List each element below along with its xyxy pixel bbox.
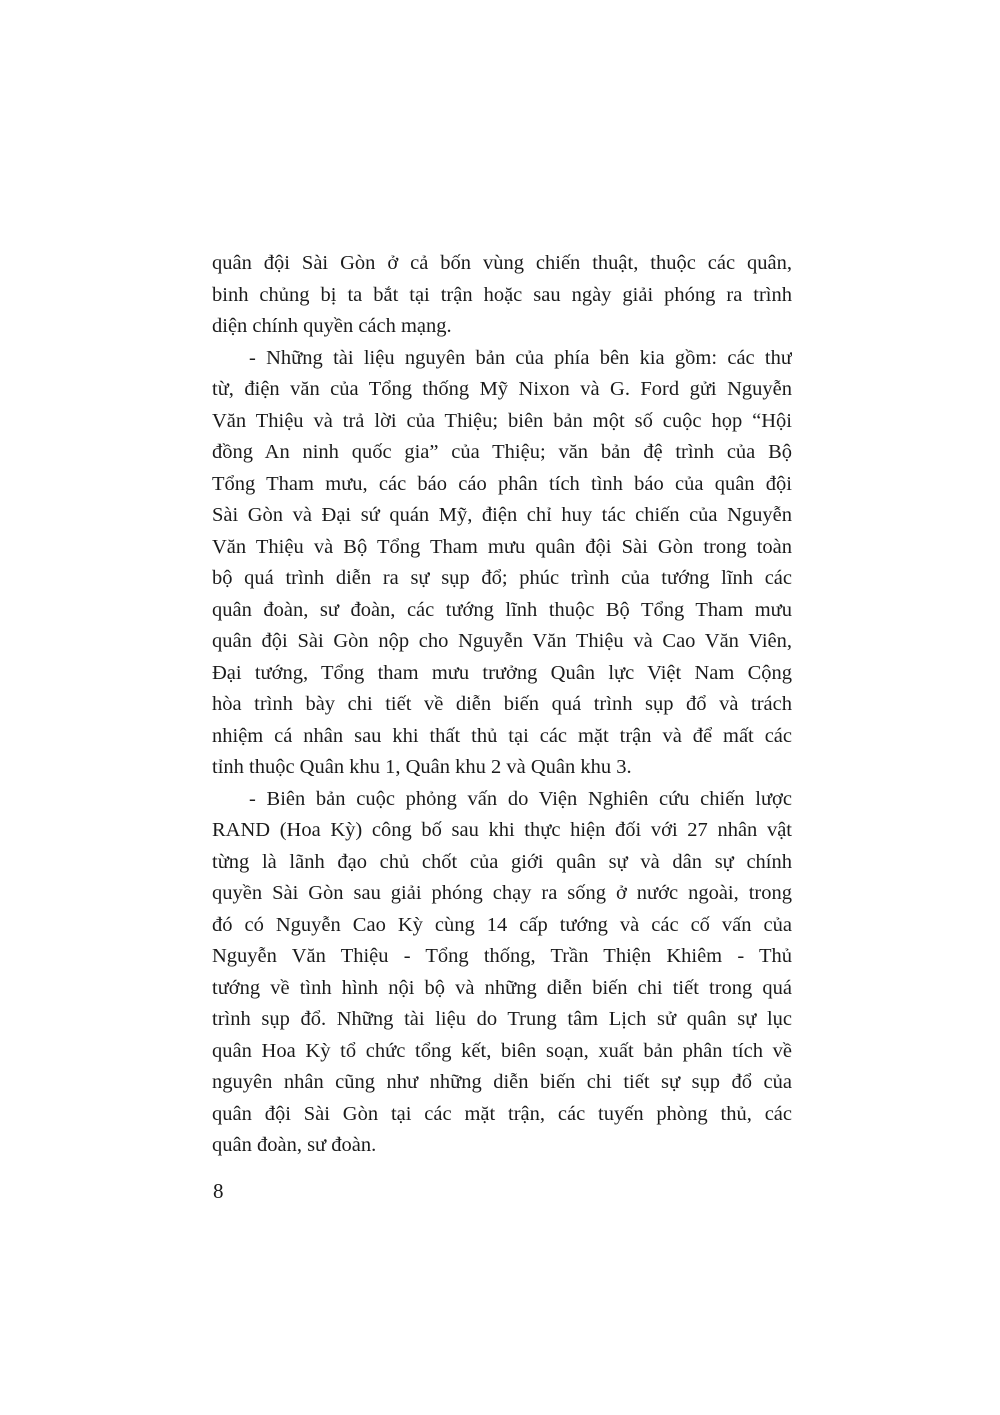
text-line: Tổng Tham mưu, các báo cáo phân tích tình báo của quân đội	[212, 472, 792, 495]
text-line: nguyên nhân cũng như những diễn biến chi tiết sự sụp đổ của	[212, 1071, 792, 1093]
paragraph	[212, 248, 792, 343]
text-line: hòa trình bày chi tiết về diễn biến quá trình sụp đổ và trách	[212, 693, 792, 715]
text-line: - Biên bản cuộc phỏng vấn do Viện Nghiên cứu chiến lược	[249, 787, 792, 810]
text-line: trình sụp đổ. Những tài liệu do Trung tâm Lịch sử quân sự lục	[212, 1008, 792, 1030]
text-line: Văn Thiệu và Bộ Tổng Tham mưu quân đội Sài Gòn trong toàn	[212, 535, 792, 558]
text-line: Đại tướng, Tổng tham mưu trưởng Quân lực Việt Nam Cộng	[212, 661, 792, 684]
text-line: quyền Sài Gòn sau giải phóng chạy ra sống ở nước ngoài, trong	[212, 882, 792, 904]
text-line: quân đoàn, sư đoàn, các tướng lĩnh thuộc Bộ Tổng Tham mưu	[212, 598, 792, 621]
text-line: quân đoàn, sư đoàn.	[212, 1134, 377, 1156]
text-line: nhiệm cá nhân sau khi thất thủ tại các mặt trận và để mất các	[212, 724, 792, 747]
text-line: Nguyễn Văn Thiệu - Tổng thống, Trần Thiện Khiêm - Thủ	[212, 945, 792, 967]
page-number: 8	[213, 1179, 224, 1203]
text-line: từ, điện văn của Tổng thống Mỹ Nixon và G. Ford gửi Nguyễn	[212, 378, 792, 400]
text-line: từng là lãnh đạo chủ chốt của giới quân sự và dân sự chính	[212, 850, 792, 873]
text-line: quân đội Sài Gòn ở cả bốn vùng chiến thuật, thuộc các quân,	[212, 252, 792, 274]
text-line: RAND (Hoa Kỳ) công bố sau khi thực hiện đối với 27 nhân vật	[212, 819, 792, 841]
text-line: quân đội Sài Gòn nộp cho Nguyễn Văn Thiệu và Cao Văn Viên,	[212, 630, 792, 652]
text-line: Văn Thiệu và trả lời của Thiệu; biên bản một số cuộc họp “Hội	[212, 409, 792, 432]
text-line: diện chính quyền cách mạng.	[212, 315, 452, 337]
paragraph	[212, 784, 792, 1162]
text-line: - Những tài liệu nguyên bản của phía bên kia gồm: các thư	[249, 346, 792, 369]
text-line: tỉnh thuộc Quân khu 1, Quân khu 2 và Quân khu 3.	[212, 756, 632, 778]
text-line: quân đội Sài Gòn tại các mặt trận, các tuyến phòng thủ, các	[212, 1102, 792, 1125]
text-line: đồng An ninh quốc gia” của Thiệu; văn bản đệ trình của Bộ	[212, 441, 792, 463]
text-line: đó có Nguyễn Cao Kỳ cùng 14 cấp tướng và các cố vấn của	[212, 913, 792, 936]
text-line: quân Hoa Kỳ tổ chức tổng kết, biên soạn, xuất bản phân tích về	[212, 1039, 792, 1062]
text-line: Sài Gòn và Đại sứ quán Mỹ, điện chỉ huy tác chiến của Nguyễn	[212, 504, 792, 526]
page-text	[212, 248, 792, 1162]
text-line: binh chủng bị ta bắt tại trận hoặc sau ngày giải phóng ra trình	[212, 283, 792, 306]
paragraph	[212, 343, 792, 784]
text-line: tướng về tình hình nội bộ và những diễn biến chi tiết trong quá	[212, 976, 792, 999]
text-line: bộ quá trình diễn ra sự sụp đổ; phúc trình của tướng lĩnh các	[212, 567, 792, 589]
